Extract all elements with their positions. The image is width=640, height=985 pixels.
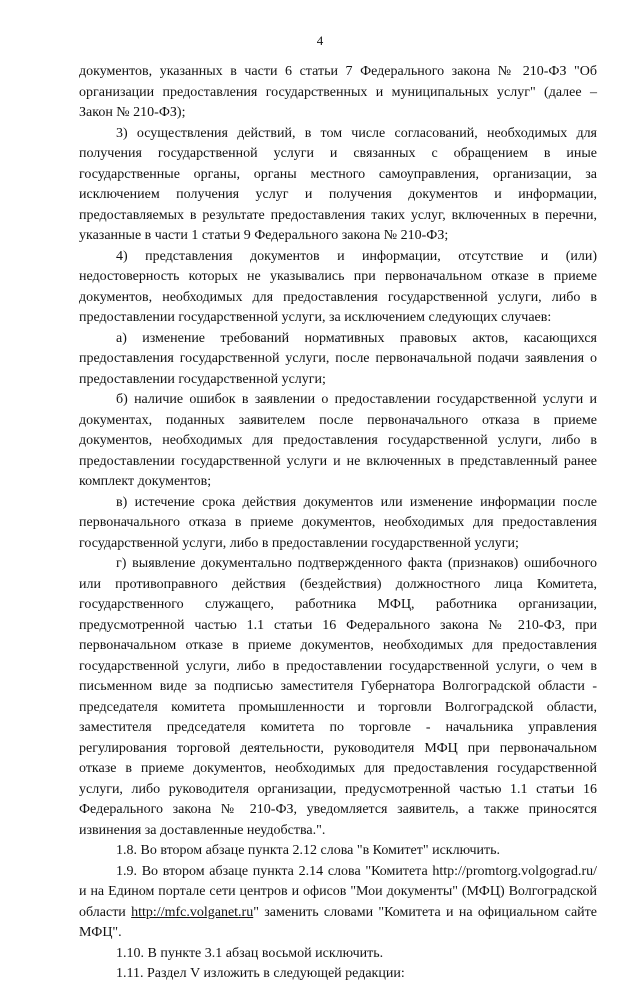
paragraph-subitem-b: б) наличие ошибок в заявлении о предоставлении государственной услуги и документах, поданных заявителем после первоначального отказа в приеме документов, необходимых для предоставления государственной услуги, либо в предоставлении государственной услуги и не включенных в представленный ранее комплект документов; [79, 392, 597, 489]
paragraph-subitem-g: г) выявление документально подтвержденного факта (признаков) ошибочного или противоправного действия (бездействия) должностного лица Комитета, государственного служащего, работника МФЦ, работника организации, предусмотренной частью 1.1 статьи 16 Федерального закона № 210-ФЗ, при первоначальном отказе в приеме документов, необходимых для предоставления государственной услуги, либо в предоставлении государственной услуги, о чем в письменном виде за подписью заместителя Губернатора Волгоградской области - председателя комитета промышленности и торговли Волгоградской области, заместителя председателя комитета по торговле - начальника управления регулирования торговой деятельности, руководителя МФЦ при первоначальном отказе в приеме документов, необходимых для предоставления государственной услуги, либо руководителя организации, предусмотренной частью 1.1 статьи 16 Федерального закона № 210-ФЗ, уведомляется заявитель, а также приносятся извинения за доставленные неудобства.". [79, 556, 597, 838]
paragraph-subitem-v: в) истечение срока действия документов или изменение информации после первоначального отказа в приеме документов, необходимых для предоставления государственной услуги, либо в предоставлении государственной услуги; [79, 494, 597, 551]
paragraph-subitem-a: а) изменение требований нормативных правовых актов, касающихся предоставления государственной услуги, после первоначальной подачи заявления о предоставлении государственной услуги; [79, 330, 597, 387]
paragraph-1-9-text-after: " заменить словами "Комитета и на официальном сайте МФЦ". [79, 904, 597, 940]
mfc-website-link[interactable]: http://mfc.volganet.ru [131, 904, 254, 920]
document-body [79, 62, 597, 985]
paragraph-item-4: 4) представления документов и информации, отсутствие и (или) недостоверность которых не указывались при первоначальном отказе в приеме документов, необходимых для предоставления государственной услуги, либо в предоставлении государственной услуги, за исключением следующих случаев: [79, 248, 597, 325]
paragraph-1-8: 1.8. Во втором абзаце пункта 2.12 слова "в Комитет" исключить. [116, 843, 501, 858]
paragraph-1-9-text-before: 1.9. Во втором абзаце пункта 2.14 слова "Комитета http://promtorg.volgograd.ru/ и на Едином портале сети центров и офисов "Мои документы" (МФЦ) Волгоградской области [79, 863, 597, 920]
paragraph-1-9 [79, 862, 597, 944]
paragraph-item-3: 3) осуществления действий, в том числе согласований, необходимых для получения государственной услуги и связанных с обращением в иные государственные органы, органы местного самоуправления, организации, за исключением получения услуг и получения документов и информации, предоставляемых в результате предоставления таких услуг, включенных в перечни, указанные в части 1 статьи 9 Федерального закона № 210-ФЗ; [79, 125, 597, 243]
paragraph-1-11: 1.11. Раздел V изложить в следующей редакции: [116, 966, 405, 981]
paragraph-law-reference: документов, указанных в части 6 статьи 7 Федерального закона № 210-ФЗ "Об организации предоставления государственных и муниципальных услуг" (далее – Закон № 210-ФЗ); [79, 64, 597, 120]
page-number: 4 [316, 33, 324, 48]
paragraph-1-10: 1.10. В пункте 3.1 абзац восьмой исключить. [116, 945, 384, 961]
